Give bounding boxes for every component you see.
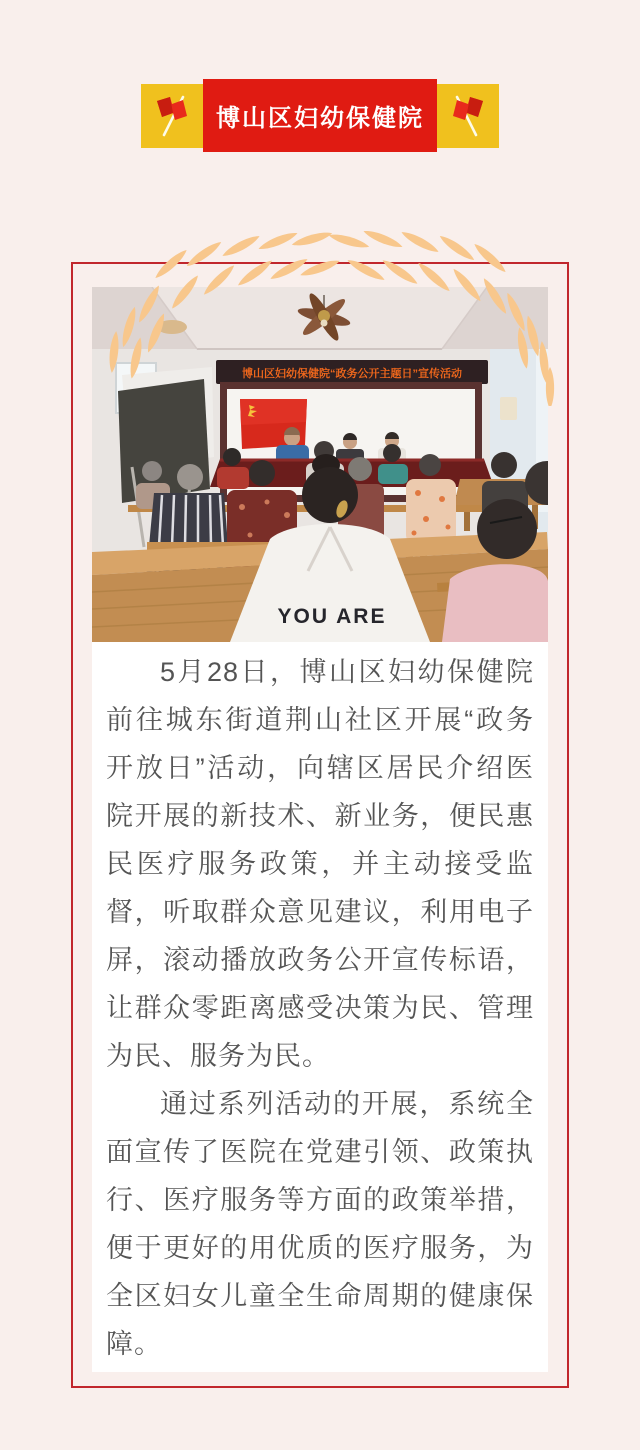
meeting-room-photo [92,287,548,642]
header-title: 博山区妇幼保健院 [203,79,437,152]
led-banner-text: 博山区妇幼保健院“政务公开主题日”宣传活动 [242,368,462,380]
content-panel [92,287,548,1372]
red-flag-icon [141,84,203,148]
article-body [92,642,548,1372]
article-card [71,262,569,1388]
header-banner [0,0,640,152]
shirt-text: YOU ARE [277,605,387,628]
paragraph-2: 通过系列活动的开展，系统全面宣传了医院在党建引领、政策执行、医疗服务等方面的政策举措，便于更好的用优质的医疗服务，为全区妇女儿童全生命周期的健康保障。 [106,1089,534,1359]
red-flag-icon [437,84,499,148]
paragraph-1: 5月28日，博山区妇幼保健院前往城东街道荆山社区开展“政务开放日”活动，向辖区居民介绍医院开展的新技术、新业务，便民惠民医疗服务政策，并主动接受监督，听取群众意见建议，利用电子屏，滚动播放政务公开宣传标语，让群众零距离感受决策为民、管理为民、服务为民。 [106,657,534,1071]
